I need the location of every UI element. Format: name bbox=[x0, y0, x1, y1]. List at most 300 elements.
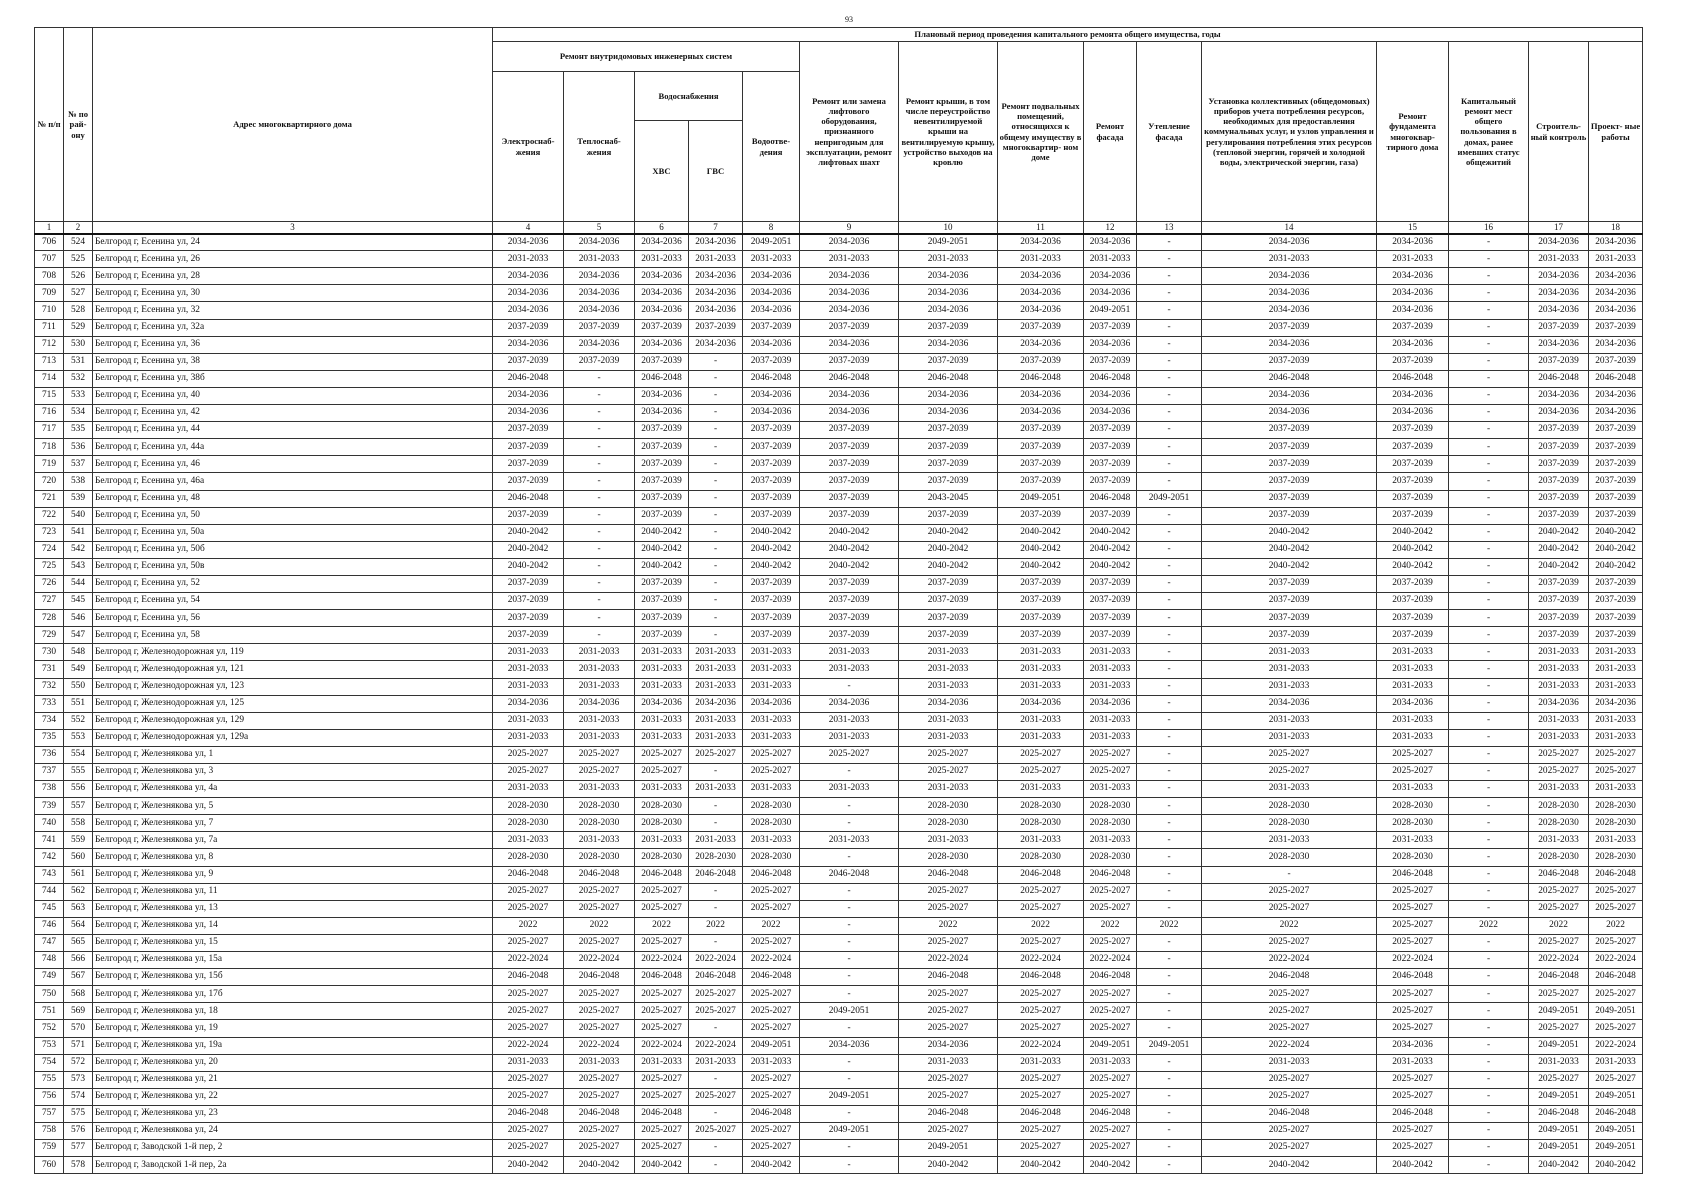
period-cell: - bbox=[1449, 712, 1529, 729]
period-cell: 2025-2027 bbox=[564, 986, 635, 1003]
period-cell: 2034-2036 bbox=[998, 695, 1084, 712]
period-cell: - bbox=[800, 1105, 899, 1122]
period-cell: - bbox=[564, 558, 635, 575]
table-row bbox=[35, 234, 1643, 251]
period-cell: 2028-2030 bbox=[1529, 798, 1589, 815]
district-number: 561 bbox=[64, 866, 93, 883]
table-row bbox=[35, 934, 1643, 951]
table-row bbox=[35, 969, 1643, 986]
period-cell: 2037-2039 bbox=[743, 610, 800, 627]
header-internal-systems: Ремонт внутридомовых инженерных систем bbox=[493, 42, 800, 72]
address-cell: Белгород г, Есенина ул, 28 bbox=[93, 268, 493, 285]
period-cell: 2040-2042 bbox=[998, 558, 1084, 575]
period-cell: 2031-2033 bbox=[1084, 661, 1137, 678]
period-cell: 2037-2039 bbox=[493, 593, 564, 610]
period-cell: 2022-2024 bbox=[564, 1037, 635, 1054]
period-cell: - bbox=[1449, 849, 1529, 866]
table-header bbox=[35, 28, 1643, 234]
period-cell: 2037-2039 bbox=[743, 473, 800, 490]
period-cell: - bbox=[689, 798, 743, 815]
period-cell: - bbox=[689, 934, 743, 951]
period-cell: 2040-2042 bbox=[743, 558, 800, 575]
period-cell: 2031-2033 bbox=[689, 781, 743, 798]
period-cell: 2022 bbox=[1589, 917, 1643, 934]
period-cell: 2034-2036 bbox=[899, 302, 998, 319]
period-cell: 2031-2033 bbox=[1377, 781, 1449, 798]
period-cell: 2046-2048 bbox=[1377, 370, 1449, 387]
period-cell: 2040-2042 bbox=[1084, 1157, 1137, 1174]
period-cell: 2034-2036 bbox=[800, 695, 899, 712]
period-cell: - bbox=[1137, 541, 1202, 558]
table-row bbox=[35, 439, 1643, 456]
row-number: 746 bbox=[35, 917, 64, 934]
period-cell: - bbox=[800, 678, 899, 695]
period-cell: 2037-2039 bbox=[1529, 610, 1589, 627]
district-number: 569 bbox=[64, 1003, 93, 1020]
period-cell: 2037-2039 bbox=[998, 353, 1084, 370]
table-row bbox=[35, 507, 1643, 524]
period-cell: 2034-2036 bbox=[899, 405, 998, 422]
period-cell: 2034-2036 bbox=[998, 285, 1084, 302]
period-cell: - bbox=[800, 900, 899, 917]
period-cell: - bbox=[800, 1140, 899, 1157]
district-number: 568 bbox=[64, 986, 93, 1003]
district-number: 546 bbox=[64, 610, 93, 627]
period-cell: - bbox=[564, 541, 635, 558]
header-planned-period: Плановый период проведения капитального ремонта общего имущества, годы bbox=[493, 28, 1643, 42]
period-cell: 2022-2024 bbox=[493, 952, 564, 969]
period-cell: 2034-2036 bbox=[564, 234, 635, 251]
period-cell: 2025-2027 bbox=[635, 1140, 689, 1157]
period-cell: 2034-2036 bbox=[564, 268, 635, 285]
table-row bbox=[35, 627, 1643, 644]
address-cell: Белгород г, Железнякова ул, 22 bbox=[93, 1088, 493, 1105]
period-cell: 2037-2039 bbox=[1529, 422, 1589, 439]
period-cell: - bbox=[800, 815, 899, 832]
period-cell: - bbox=[564, 473, 635, 490]
period-cell: 2022-2024 bbox=[899, 952, 998, 969]
period-cell: 2034-2036 bbox=[800, 302, 899, 319]
period-cell: 2028-2030 bbox=[1084, 815, 1137, 832]
column-number: 18 bbox=[1589, 222, 1643, 234]
period-cell: 2049-2051 bbox=[800, 1088, 899, 1105]
period-cell: 2046-2048 bbox=[689, 969, 743, 986]
address-cell: Белгород г, Есенина ул, 24 bbox=[93, 234, 493, 251]
period-cell: 2025-2027 bbox=[1084, 900, 1137, 917]
address-cell: Белгород г, Есенина ул, 42 bbox=[93, 405, 493, 422]
period-cell: 2025-2027 bbox=[1202, 1088, 1377, 1105]
period-cell: 2037-2039 bbox=[1084, 610, 1137, 627]
period-cell: 2031-2033 bbox=[1589, 712, 1643, 729]
district-number: 575 bbox=[64, 1105, 93, 1122]
row-number: 726 bbox=[35, 575, 64, 592]
period-cell: 2034-2036 bbox=[689, 234, 743, 251]
period-cell: 2037-2039 bbox=[1529, 319, 1589, 336]
period-cell: 2037-2039 bbox=[564, 353, 635, 370]
period-cell: 2034-2036 bbox=[635, 234, 689, 251]
period-cell: - bbox=[1137, 900, 1202, 917]
period-cell: 2031-2033 bbox=[689, 678, 743, 695]
table-row bbox=[35, 473, 1643, 490]
period-cell: 2040-2042 bbox=[1202, 1157, 1377, 1174]
column-number: 5 bbox=[564, 222, 635, 234]
period-cell: 2046-2048 bbox=[1084, 490, 1137, 507]
period-cell: 2022-2024 bbox=[1202, 1037, 1377, 1054]
period-cell: 2049-2051 bbox=[998, 490, 1084, 507]
district-number: 524 bbox=[64, 234, 93, 251]
period-cell: 2037-2039 bbox=[1589, 610, 1643, 627]
period-cell: - bbox=[1137, 866, 1202, 883]
period-cell: 2025-2027 bbox=[689, 1088, 743, 1105]
period-cell: 2046-2048 bbox=[998, 370, 1084, 387]
period-cell: - bbox=[800, 917, 899, 934]
period-cell: 2025-2027 bbox=[493, 1020, 564, 1037]
district-number: 545 bbox=[64, 593, 93, 610]
period-cell: 2034-2036 bbox=[1377, 268, 1449, 285]
period-cell: 2037-2039 bbox=[1377, 575, 1449, 592]
table-row bbox=[35, 644, 1643, 661]
period-cell: 2031-2033 bbox=[689, 661, 743, 678]
period-cell: - bbox=[689, 473, 743, 490]
row-number: 711 bbox=[35, 319, 64, 336]
period-cell: 2025-2027 bbox=[743, 1140, 800, 1157]
period-cell: 2037-2039 bbox=[689, 319, 743, 336]
period-cell: 2034-2036 bbox=[1377, 336, 1449, 353]
period-cell: 2031-2033 bbox=[1377, 251, 1449, 268]
period-cell: 2037-2039 bbox=[635, 319, 689, 336]
period-cell: - bbox=[800, 1157, 899, 1174]
district-number: 577 bbox=[64, 1140, 93, 1157]
period-cell: 2037-2039 bbox=[635, 575, 689, 592]
period-cell: 2022 bbox=[1137, 917, 1202, 934]
period-cell: - bbox=[1449, 336, 1529, 353]
period-cell: - bbox=[800, 1071, 899, 1088]
period-cell: 2034-2036 bbox=[564, 695, 635, 712]
period-cell: 2025-2027 bbox=[1377, 986, 1449, 1003]
period-cell: 2031-2033 bbox=[899, 678, 998, 695]
period-cell: - bbox=[1449, 268, 1529, 285]
period-cell: - bbox=[1137, 575, 1202, 592]
header-address: Адрес многоквартирного дома bbox=[93, 28, 493, 222]
period-cell: 2040-2042 bbox=[800, 541, 899, 558]
period-cell: 2031-2033 bbox=[1377, 712, 1449, 729]
period-cell: - bbox=[800, 969, 899, 986]
period-cell: 2037-2039 bbox=[635, 456, 689, 473]
period-cell: 2037-2039 bbox=[493, 610, 564, 627]
period-cell: 2049-2051 bbox=[1529, 1088, 1589, 1105]
period-cell: 2025-2027 bbox=[564, 1140, 635, 1157]
period-cell: 2034-2036 bbox=[635, 268, 689, 285]
address-cell: Белгород г, Железнякова ул, 14 bbox=[93, 917, 493, 934]
period-cell: 2037-2039 bbox=[1377, 353, 1449, 370]
period-cell: 2025-2027 bbox=[899, 1122, 998, 1139]
header-elevator: Ремонт или замена лифтового оборудования, признанного непригодным для эксплуатации, ремонт лифтовых шахт bbox=[800, 42, 899, 222]
period-cell: - bbox=[1137, 695, 1202, 712]
district-number: 536 bbox=[64, 439, 93, 456]
period-cell: 2025-2027 bbox=[689, 1003, 743, 1020]
period-cell: 2046-2048 bbox=[743, 370, 800, 387]
period-cell: 2025-2027 bbox=[1589, 900, 1643, 917]
period-cell: 2037-2039 bbox=[998, 507, 1084, 524]
period-cell: 2031-2033 bbox=[689, 729, 743, 746]
period-cell: 2037-2039 bbox=[1529, 473, 1589, 490]
address-cell: Белгород г, Есенина ул, 30 bbox=[93, 285, 493, 302]
period-cell: 2049-2051 bbox=[800, 1122, 899, 1139]
period-cell: 2031-2033 bbox=[635, 729, 689, 746]
period-cell: 2040-2042 bbox=[1529, 541, 1589, 558]
period-cell: 2046-2048 bbox=[998, 866, 1084, 883]
period-cell: 2022-2024 bbox=[1589, 952, 1643, 969]
address-cell: Белгород г, Железнодорожная ул, 119 bbox=[93, 644, 493, 661]
district-number: 528 bbox=[64, 302, 93, 319]
period-cell: 2031-2033 bbox=[689, 644, 743, 661]
period-cell: - bbox=[1449, 490, 1529, 507]
period-cell: 2037-2039 bbox=[899, 319, 998, 336]
period-cell: 2037-2039 bbox=[743, 439, 800, 456]
period-cell: 2025-2027 bbox=[899, 1088, 998, 1105]
period-cell: 2025-2027 bbox=[564, 1020, 635, 1037]
address-cell: Белгород г, Железнякова ул, 24 bbox=[93, 1122, 493, 1139]
period-cell: 2025-2027 bbox=[1084, 1088, 1137, 1105]
period-cell: 2031-2033 bbox=[1529, 251, 1589, 268]
period-cell: 2037-2039 bbox=[1202, 353, 1377, 370]
period-cell: - bbox=[1449, 507, 1529, 524]
period-cell: 2031-2033 bbox=[1377, 1054, 1449, 1071]
table-row bbox=[35, 405, 1643, 422]
address-cell: Белгород г, Железнодорожная ул, 125 bbox=[93, 695, 493, 712]
period-cell: 2034-2036 bbox=[1529, 695, 1589, 712]
period-cell: 2031-2033 bbox=[1202, 781, 1377, 798]
period-cell: 2034-2036 bbox=[1589, 405, 1643, 422]
header-water-supply: Водоснабжения bbox=[635, 72, 743, 121]
period-cell: 2025-2027 bbox=[743, 900, 800, 917]
period-cell: 2025-2027 bbox=[1202, 746, 1377, 763]
period-cell: 2028-2030 bbox=[899, 849, 998, 866]
period-cell: 2025-2027 bbox=[1529, 746, 1589, 763]
period-cell: 2022 bbox=[564, 917, 635, 934]
period-cell: 2049-2051 bbox=[899, 234, 998, 251]
period-cell: - bbox=[800, 986, 899, 1003]
period-cell: 2034-2036 bbox=[899, 268, 998, 285]
period-cell: - bbox=[1137, 1020, 1202, 1037]
district-number: 531 bbox=[64, 353, 93, 370]
district-number: 541 bbox=[64, 524, 93, 541]
period-cell: 2037-2039 bbox=[1202, 507, 1377, 524]
period-cell: 2040-2042 bbox=[1529, 558, 1589, 575]
period-cell: 2025-2027 bbox=[1377, 1140, 1449, 1157]
period-cell: - bbox=[689, 387, 743, 404]
period-cell: 2037-2039 bbox=[1589, 439, 1643, 456]
table-row bbox=[35, 1088, 1643, 1105]
period-cell: 2031-2033 bbox=[1377, 832, 1449, 849]
period-cell: 2031-2033 bbox=[1377, 678, 1449, 695]
period-cell: 2037-2039 bbox=[1377, 473, 1449, 490]
period-cell: - bbox=[1449, 575, 1529, 592]
period-cell: 2025-2027 bbox=[1589, 764, 1643, 781]
period-cell: - bbox=[1137, 934, 1202, 951]
row-number: 757 bbox=[35, 1105, 64, 1122]
table-row bbox=[35, 285, 1643, 302]
period-cell: - bbox=[1449, 815, 1529, 832]
period-cell: 2025-2027 bbox=[1529, 1020, 1589, 1037]
period-cell: - bbox=[1449, 439, 1529, 456]
period-cell: 2049-2051 bbox=[1589, 1122, 1643, 1139]
period-cell: 2037-2039 bbox=[493, 439, 564, 456]
period-cell: 2031-2033 bbox=[998, 678, 1084, 695]
period-cell: 2025-2027 bbox=[1377, 883, 1449, 900]
period-cell: 2040-2042 bbox=[743, 1157, 800, 1174]
row-number: 739 bbox=[35, 798, 64, 815]
period-cell: - bbox=[1137, 746, 1202, 763]
period-cell: 2037-2039 bbox=[1084, 593, 1137, 610]
table-row bbox=[35, 1140, 1643, 1157]
period-cell: 2034-2036 bbox=[743, 405, 800, 422]
period-cell: 2037-2039 bbox=[1202, 456, 1377, 473]
period-cell: - bbox=[1449, 866, 1529, 883]
period-cell: 2022-2024 bbox=[1529, 952, 1589, 969]
period-cell: 2037-2039 bbox=[800, 319, 899, 336]
period-cell: 2040-2042 bbox=[1377, 541, 1449, 558]
period-cell: 2025-2027 bbox=[743, 934, 800, 951]
period-cell: 2025-2027 bbox=[899, 986, 998, 1003]
period-cell: 2022 bbox=[1529, 917, 1589, 934]
period-cell: 2037-2039 bbox=[800, 422, 899, 439]
period-cell: 2049-2051 bbox=[1084, 1037, 1137, 1054]
period-cell: 2025-2027 bbox=[493, 764, 564, 781]
period-cell: - bbox=[1137, 729, 1202, 746]
period-cell: 2034-2036 bbox=[493, 336, 564, 353]
period-cell: 2031-2033 bbox=[1084, 781, 1137, 798]
period-cell: 2046-2048 bbox=[1084, 969, 1137, 986]
row-number: 740 bbox=[35, 815, 64, 832]
district-number: 563 bbox=[64, 900, 93, 917]
period-cell: 2028-2030 bbox=[564, 849, 635, 866]
period-cell: 2022 bbox=[743, 917, 800, 934]
address-cell: Белгород г, Есенина ул, 32 bbox=[93, 302, 493, 319]
period-cell: 2025-2027 bbox=[998, 746, 1084, 763]
row-number: 712 bbox=[35, 336, 64, 353]
column-number: 13 bbox=[1137, 222, 1202, 234]
period-cell: 2037-2039 bbox=[743, 456, 800, 473]
period-cell: 2046-2048 bbox=[743, 1105, 800, 1122]
period-cell: 2025-2027 bbox=[743, 1071, 800, 1088]
period-cell: 2028-2030 bbox=[743, 798, 800, 815]
header-electricity: Электроснаб- жения bbox=[493, 72, 564, 222]
period-cell: 2025-2027 bbox=[564, 1071, 635, 1088]
period-cell: 2028-2030 bbox=[998, 798, 1084, 815]
period-cell: 2046-2048 bbox=[635, 969, 689, 986]
period-cell: - bbox=[800, 952, 899, 969]
period-cell: 2031-2033 bbox=[1529, 832, 1589, 849]
row-number: 744 bbox=[35, 883, 64, 900]
period-cell: 2037-2039 bbox=[564, 319, 635, 336]
period-cell: 2031-2033 bbox=[743, 729, 800, 746]
period-cell: 2046-2048 bbox=[1084, 1105, 1137, 1122]
period-cell: 2025-2027 bbox=[1202, 1071, 1377, 1088]
period-cell: 2031-2033 bbox=[998, 832, 1084, 849]
period-cell: 2025-2027 bbox=[1377, 1003, 1449, 1020]
period-cell: 2025-2027 bbox=[1377, 1088, 1449, 1105]
period-cell: 2034-2036 bbox=[1589, 302, 1643, 319]
column-number: 2 bbox=[64, 222, 93, 234]
period-cell: 2037-2039 bbox=[743, 575, 800, 592]
period-cell: 2034-2036 bbox=[493, 234, 564, 251]
column-number: 14 bbox=[1202, 222, 1377, 234]
period-cell: 2037-2039 bbox=[899, 353, 998, 370]
period-cell: 2034-2036 bbox=[1084, 234, 1137, 251]
period-cell: 2034-2036 bbox=[1529, 285, 1589, 302]
address-cell: Белгород г, Железнякова ул, 23 bbox=[93, 1105, 493, 1122]
period-cell: 2046-2048 bbox=[800, 370, 899, 387]
address-cell: Белгород г, Железнякова ул, 19 bbox=[93, 1020, 493, 1037]
table-row bbox=[35, 353, 1643, 370]
period-cell: - bbox=[1449, 1037, 1529, 1054]
period-cell: 2025-2027 bbox=[635, 1003, 689, 1020]
period-cell: 2022-2024 bbox=[493, 1037, 564, 1054]
period-cell: 2034-2036 bbox=[1084, 285, 1137, 302]
period-cell: 2037-2039 bbox=[1589, 422, 1643, 439]
table-row bbox=[35, 798, 1643, 815]
period-cell: - bbox=[564, 370, 635, 387]
period-cell: 2046-2048 bbox=[800, 866, 899, 883]
period-cell: - bbox=[1137, 610, 1202, 627]
period-cell: 2022 bbox=[635, 917, 689, 934]
period-cell: 2034-2036 bbox=[743, 387, 800, 404]
period-cell: 2025-2027 bbox=[689, 986, 743, 1003]
period-cell: 2031-2033 bbox=[800, 781, 899, 798]
row-number: 756 bbox=[35, 1088, 64, 1105]
period-cell: 2031-2033 bbox=[564, 781, 635, 798]
period-cell: 2037-2039 bbox=[1084, 422, 1137, 439]
period-cell: - bbox=[689, 1157, 743, 1174]
period-cell: 2022 bbox=[689, 917, 743, 934]
table-row bbox=[35, 832, 1643, 849]
period-cell: 2037-2039 bbox=[800, 593, 899, 610]
period-cell: 2037-2039 bbox=[635, 353, 689, 370]
period-cell: 2046-2048 bbox=[564, 866, 635, 883]
period-cell: 2037-2039 bbox=[1529, 575, 1589, 592]
period-cell: 2037-2039 bbox=[1202, 610, 1377, 627]
period-cell: 2049-2051 bbox=[1137, 490, 1202, 507]
table-row bbox=[35, 1037, 1643, 1054]
period-cell: - bbox=[689, 1140, 743, 1157]
period-cell: 2031-2033 bbox=[1202, 729, 1377, 746]
address-cell: Белгород г, Есенина ул, 46а bbox=[93, 473, 493, 490]
period-cell: 2028-2030 bbox=[1377, 798, 1449, 815]
period-cell: 2037-2039 bbox=[1084, 507, 1137, 524]
period-cell: 2034-2036 bbox=[1084, 387, 1137, 404]
period-cell: 2025-2027 bbox=[743, 746, 800, 763]
period-cell: 2022 bbox=[998, 917, 1084, 934]
district-number: 544 bbox=[64, 575, 93, 592]
period-cell: - bbox=[564, 387, 635, 404]
column-numbers-row bbox=[35, 222, 1643, 234]
period-cell: 2031-2033 bbox=[800, 729, 899, 746]
period-cell: 2037-2039 bbox=[899, 627, 998, 644]
period-cell: 2025-2027 bbox=[998, 883, 1084, 900]
period-cell: 2025-2027 bbox=[635, 1088, 689, 1105]
period-cell: 2031-2033 bbox=[743, 832, 800, 849]
period-cell: 2025-2027 bbox=[1377, 934, 1449, 951]
period-cell: - bbox=[564, 490, 635, 507]
period-cell: - bbox=[689, 507, 743, 524]
period-cell: 2037-2039 bbox=[1202, 593, 1377, 610]
period-cell: 2040-2042 bbox=[899, 541, 998, 558]
period-cell: 2034-2036 bbox=[743, 285, 800, 302]
period-cell: - bbox=[1449, 781, 1529, 798]
period-cell: - bbox=[1449, 969, 1529, 986]
period-cell: 2025-2027 bbox=[564, 883, 635, 900]
